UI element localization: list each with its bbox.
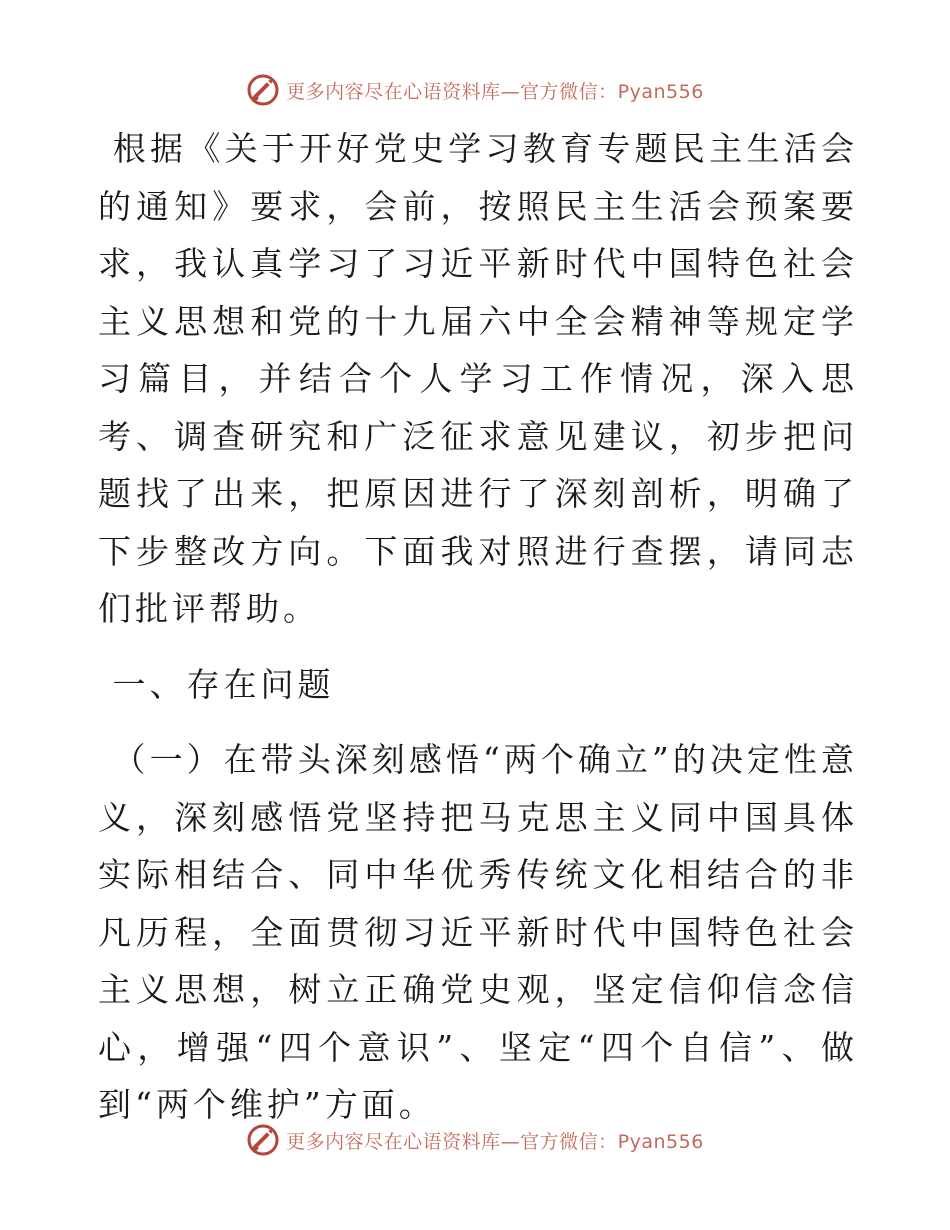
header-banner-text: 更多内容尽在心语资料库—官方微信：Pyan556 <box>286 80 704 103</box>
intro-paragraph: 根据《关于开好党史学习教育专题民主生活会的通知》要求，会前，按照民主生活会预案要求，我认真学习了习近平新时代中国特色社会主义思想和党的十九届六中全会精神等规定学习篇目，并结合个人学习工作情况，深入思考、调查研究和广泛征求意见建议，初步把问题找了出来，把原因进行了深刻剖析，明确了下步整改方向。下面我对照进行查摆，请同志们批评帮助。 <box>98 129 858 628</box>
header-banner <box>0 70 950 110</box>
issue-paragraph: （一）在带头深刻感悟“两个确立”的决定性意义，深刻感悟党坚持把马克思主义同中国具体实际相结合、同中华优秀传统文化相结合的非凡历程，全面贯彻习近平新时代中国特色社会主义思想，树立正确党史观，坚定信仰信念信心，增强“四个意识”、坚定“四个自信”、做到“两个维护”方面。 <box>98 740 858 1124</box>
brand-logo-icon <box>246 73 280 107</box>
section-heading: 一、存在问题 <box>98 664 335 704</box>
document-body <box>98 120 858 1134</box>
header-banner-inner <box>246 73 704 107</box>
footer-banner <box>0 1120 950 1160</box>
footer-banner-inner <box>246 1123 704 1157</box>
brand-logo-icon <box>246 1123 280 1157</box>
footer-banner-text: 更多内容尽在心语资料库—官方微信：Pyan556 <box>286 1130 704 1153</box>
